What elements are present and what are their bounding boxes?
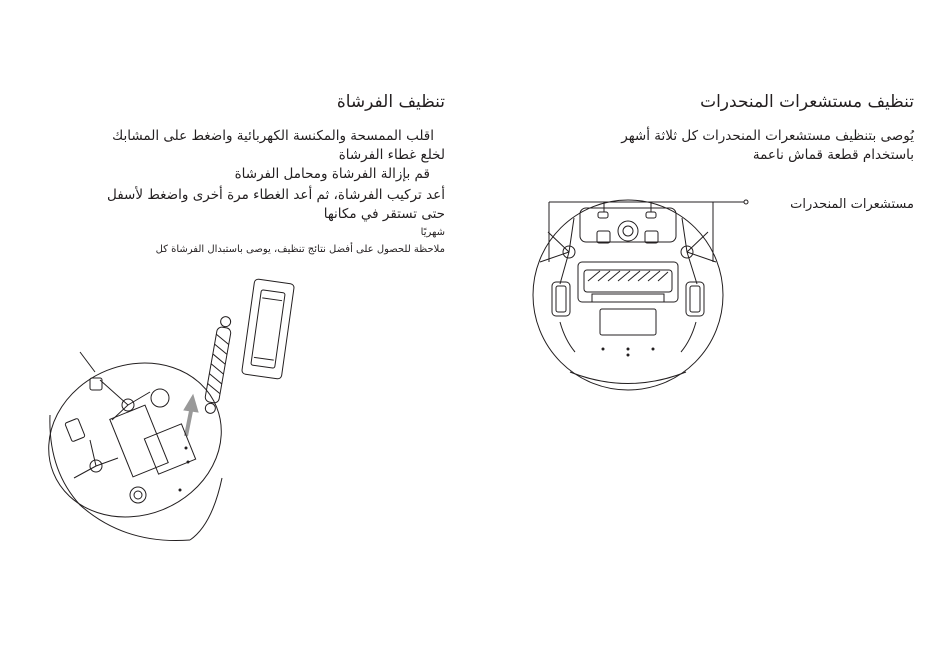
brush-step-line-5: حتى تستقر في مكانها <box>323 206 445 222</box>
maintenance-note: ملاحظة للحصول على أفضل نتائج تنظيف، يوصى باستبدال الفرشاة كل <box>155 244 445 255</box>
brush-step-line-4: أعد تركيب الفرشاة، ثم أعد الغطاء مرة أخرى واضغط لأسفل <box>106 187 445 203</box>
note-continuation: شهريًا <box>420 227 445 238</box>
cliff-sensors-instruction-line-1: يُوصى بتنظيف مستشعرات المنحدرات كل ثلاثة أشهر <box>621 128 914 144</box>
cliff-sensors-title: تنظيف مستشعرات المنحدرات <box>700 92 914 112</box>
cliff-sensors-callout-label: مستشعرات المنحدرات <box>790 197 914 212</box>
brush-step-line-3: قم بإزالة الفرشاة ومحامل الفرشاة <box>234 166 430 182</box>
brush-step-line-1: اقلب الممسحة والمكنسة الكهربائية واضغط على المشابك <box>112 128 434 144</box>
cliff-sensors-instruction-line-2: باستخدام قطعة قماش ناعمة <box>752 147 914 163</box>
brush-cleaning-title: تنظيف الفرشاة <box>336 92 445 112</box>
brush-step-line-2: لخلع غطاء الفرشاة <box>338 147 445 163</box>
